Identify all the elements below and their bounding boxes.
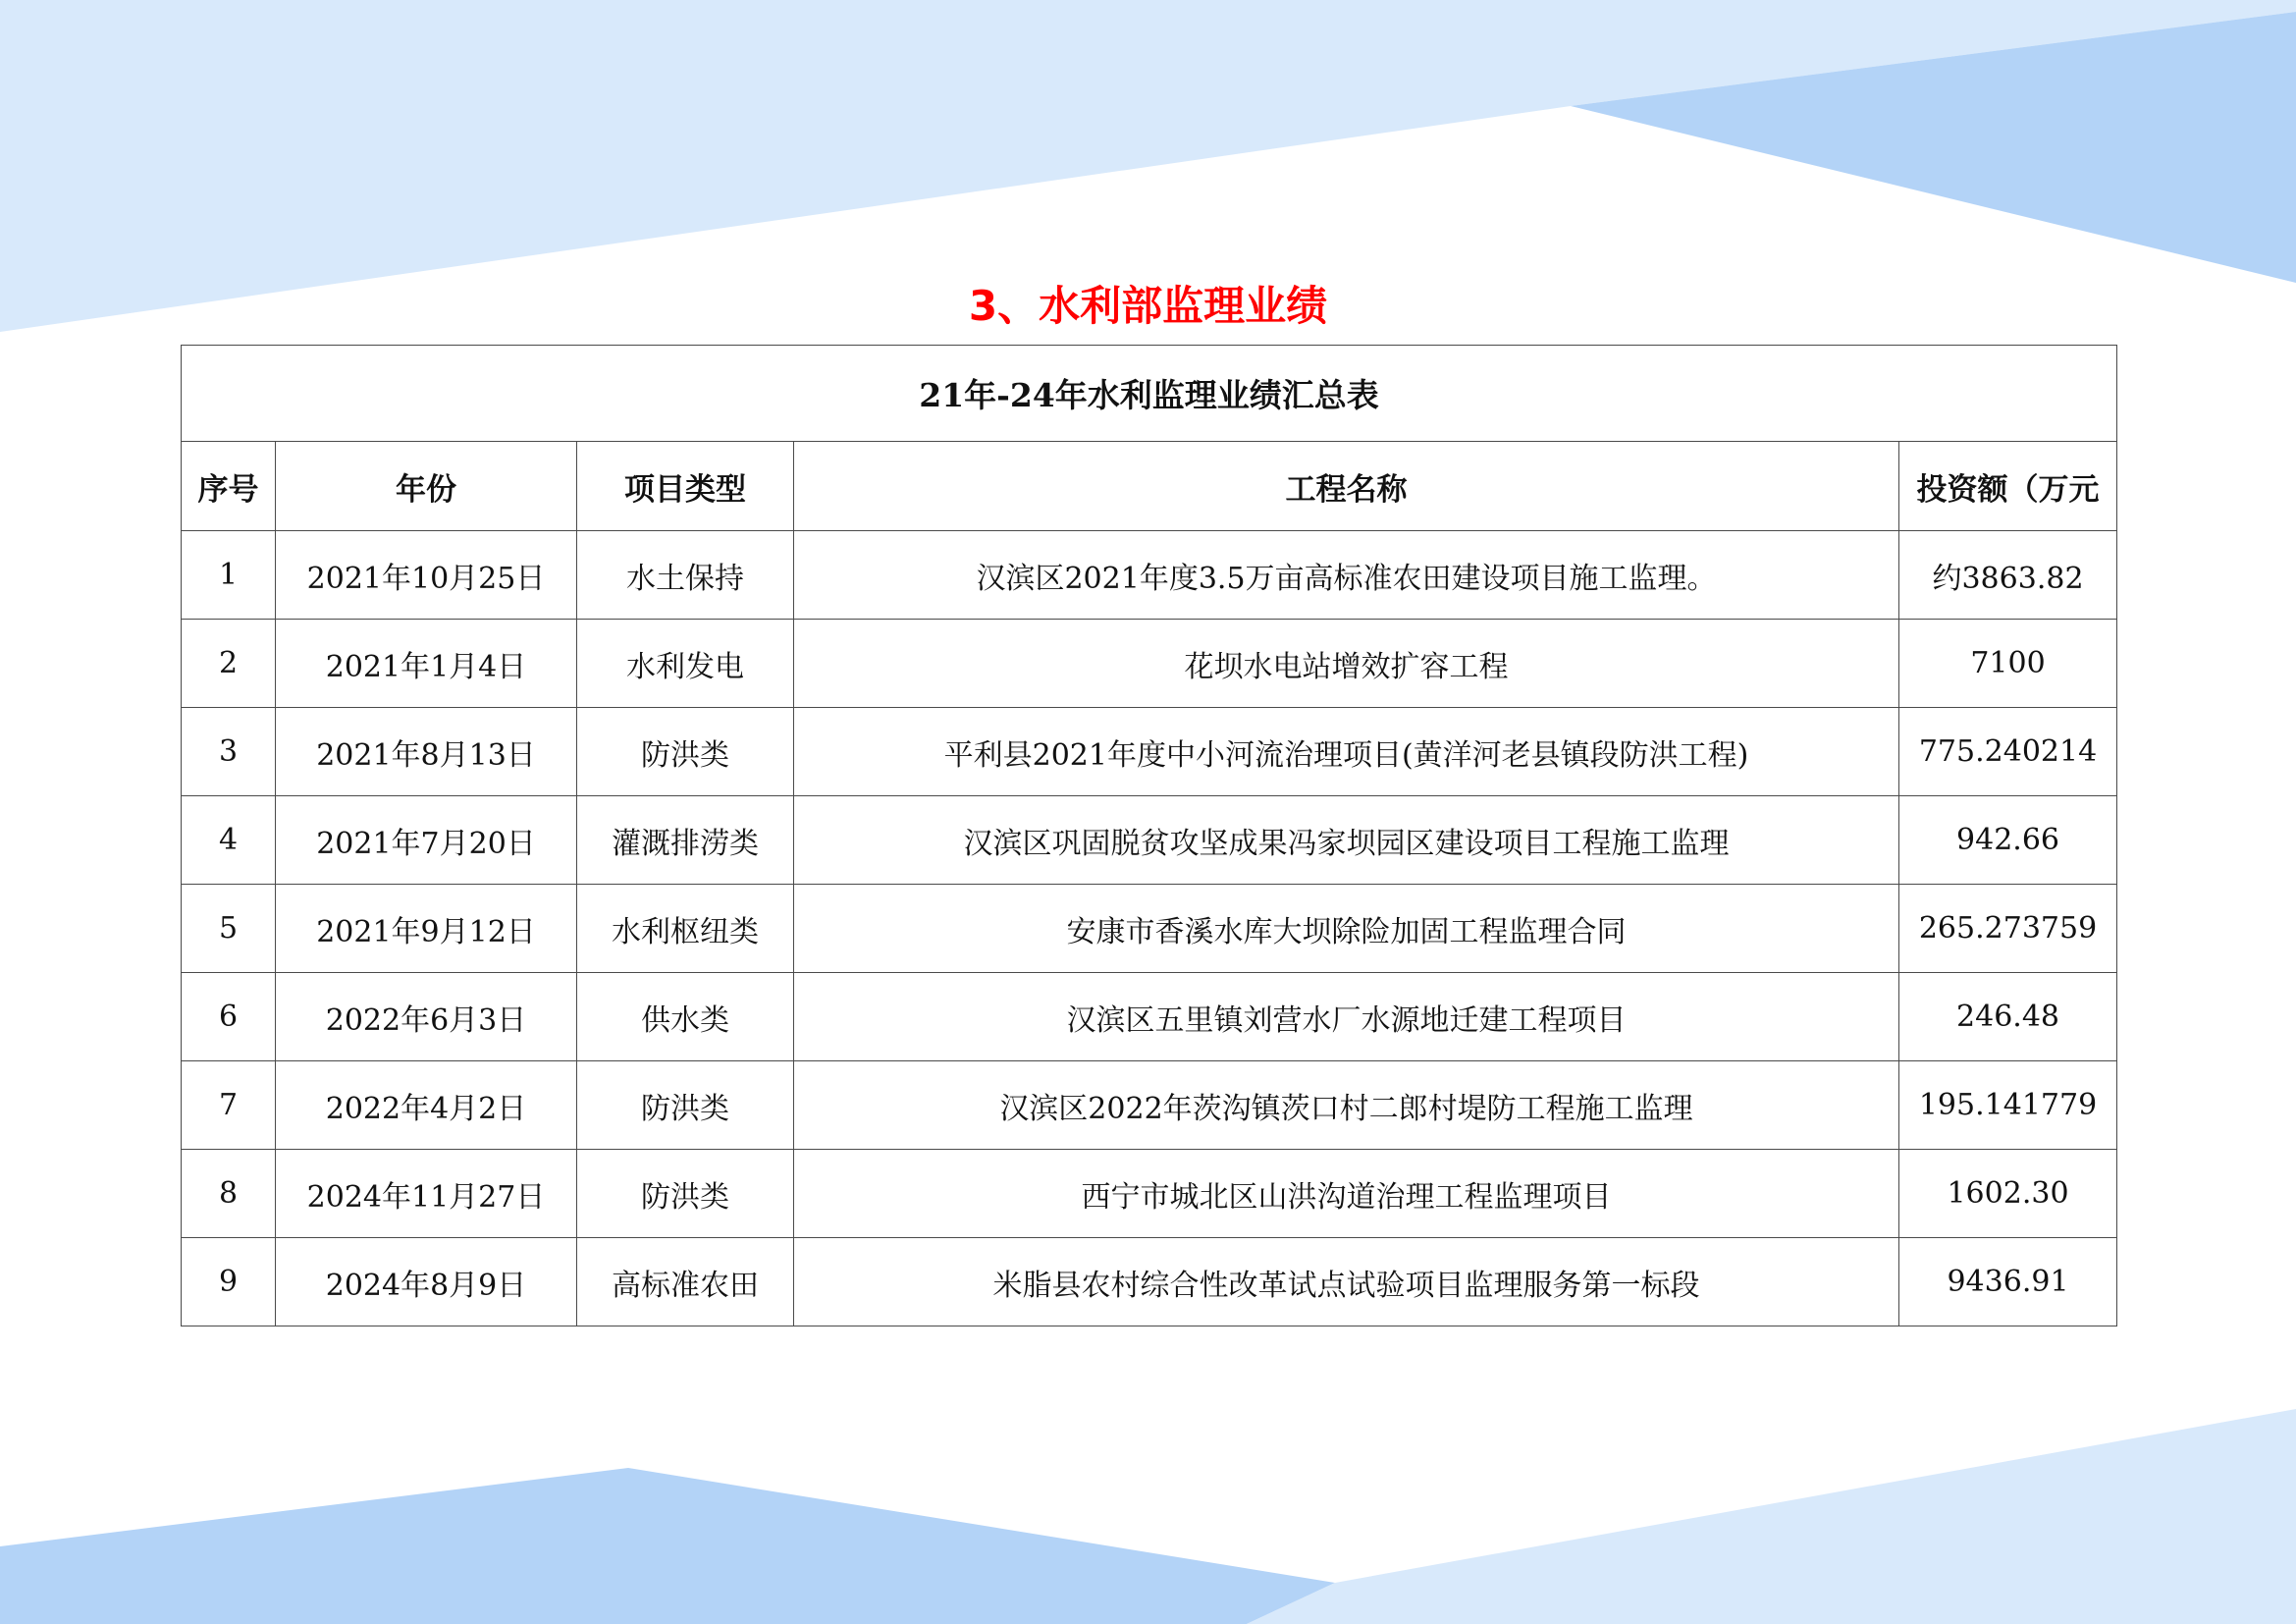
cell-year: 2022年6月3日 bbox=[276, 973, 577, 1061]
cell-index: 8 bbox=[182, 1150, 276, 1238]
cell-index: 2 bbox=[182, 620, 276, 708]
cell-investment: 195.141779 bbox=[1899, 1061, 2117, 1150]
table-header-row bbox=[182, 442, 2117, 531]
cell-year: 2024年11月27日 bbox=[276, 1150, 577, 1238]
cell-index: 6 bbox=[182, 973, 276, 1061]
cell-project-type: 供水类 bbox=[577, 973, 794, 1061]
cell-project-type: 防洪类 bbox=[577, 1061, 794, 1150]
cell-investment: 约3863.82 bbox=[1899, 531, 2117, 620]
cell-index: 4 bbox=[182, 796, 276, 885]
table-row bbox=[182, 1150, 2117, 1238]
table-row bbox=[182, 796, 2117, 885]
cell-project-name: 汉滨区2022年茨沟镇茨口村二郎村堤防工程施工监理 bbox=[794, 1061, 1899, 1150]
cell-investment: 775.240214 bbox=[1899, 708, 2117, 796]
cell-index: 1 bbox=[182, 531, 276, 620]
cell-project-name: 汉滨区巩固脱贫攻坚成果冯家坝园区建设项目工程施工监理 bbox=[794, 796, 1899, 885]
cell-index: 7 bbox=[182, 1061, 276, 1150]
bottom-right-band bbox=[1247, 1409, 2296, 1624]
cell-year: 2021年10月25日 bbox=[276, 531, 577, 620]
cell-project-type: 水利枢纽类 bbox=[577, 885, 794, 973]
cell-year: 2021年8月13日 bbox=[276, 708, 577, 796]
table-row bbox=[182, 531, 2117, 620]
table-row bbox=[182, 1238, 2117, 1326]
cell-project-type: 水利发电 bbox=[577, 620, 794, 708]
cell-investment: 7100 bbox=[1899, 620, 2117, 708]
cell-project-name: 米脂县农村综合性改革试点试验项目监理服务第一标段 bbox=[794, 1238, 1899, 1326]
cell-index: 9 bbox=[182, 1238, 276, 1326]
cell-project-name: 平利县2021年度中小河流治理项目(黄洋河老县镇段防洪工程) bbox=[794, 708, 1899, 796]
cell-project-name: 花坝水电站增效扩容工程 bbox=[794, 620, 1899, 708]
table-row bbox=[182, 620, 2117, 708]
table-row bbox=[182, 885, 2117, 973]
cell-index: 5 bbox=[182, 885, 276, 973]
cell-project-name: 汉滨区2021年度3.5万亩高标准农田建设项目施工监理。 bbox=[794, 531, 1899, 620]
table-row bbox=[182, 708, 2117, 796]
header-investment: 投资额（万元 bbox=[1899, 442, 2117, 531]
cell-project-type: 防洪类 bbox=[577, 708, 794, 796]
cell-project-name: 安康市香溪水库大坝除险加固工程监理合同 bbox=[794, 885, 1899, 973]
cell-investment: 246.48 bbox=[1899, 973, 2117, 1061]
section-heading: 3、水利部监理业绩 bbox=[968, 282, 1328, 330]
cell-investment: 1602.30 bbox=[1899, 1150, 2117, 1238]
cell-investment: 265.273759 bbox=[1899, 885, 2117, 973]
cell-project-type: 高标准农田 bbox=[577, 1238, 794, 1326]
performance-summary-table bbox=[181, 345, 2117, 1326]
table-row bbox=[182, 1061, 2117, 1150]
cell-index: 3 bbox=[182, 708, 276, 796]
cell-year: 2021年9月12日 bbox=[276, 885, 577, 973]
table-row bbox=[182, 973, 2117, 1061]
cell-investment: 942.66 bbox=[1899, 796, 2117, 885]
cell-year: 2022年4月2日 bbox=[276, 1061, 577, 1150]
cell-year: 2021年7月20日 bbox=[276, 796, 577, 885]
cell-project-type: 水土保持 bbox=[577, 531, 794, 620]
table-title-row bbox=[182, 346, 2117, 442]
cell-project-type: 防洪类 bbox=[577, 1150, 794, 1238]
table-title: 21年-24年水利监理业绩汇总表 bbox=[182, 346, 2117, 442]
header-project-type: 项目类型 bbox=[577, 442, 794, 531]
cell-project-name: 西宁市城北区山洪沟道治理工程监理项目 bbox=[794, 1150, 1899, 1238]
bottom-left-band bbox=[0, 1468, 1335, 1624]
cell-project-name: 汉滨区五里镇刘营水厂水源地迁建工程项目 bbox=[794, 973, 1899, 1061]
header-year: 年份 bbox=[276, 442, 577, 531]
cell-investment: 9436.91 bbox=[1899, 1238, 2117, 1326]
header-index: 序号 bbox=[182, 442, 276, 531]
cell-project-type: 灌溉排涝类 bbox=[577, 796, 794, 885]
header-project-name: 工程名称 bbox=[794, 442, 1899, 531]
cell-year: 2024年8月9日 bbox=[276, 1238, 577, 1326]
cell-year: 2021年1月4日 bbox=[276, 620, 577, 708]
